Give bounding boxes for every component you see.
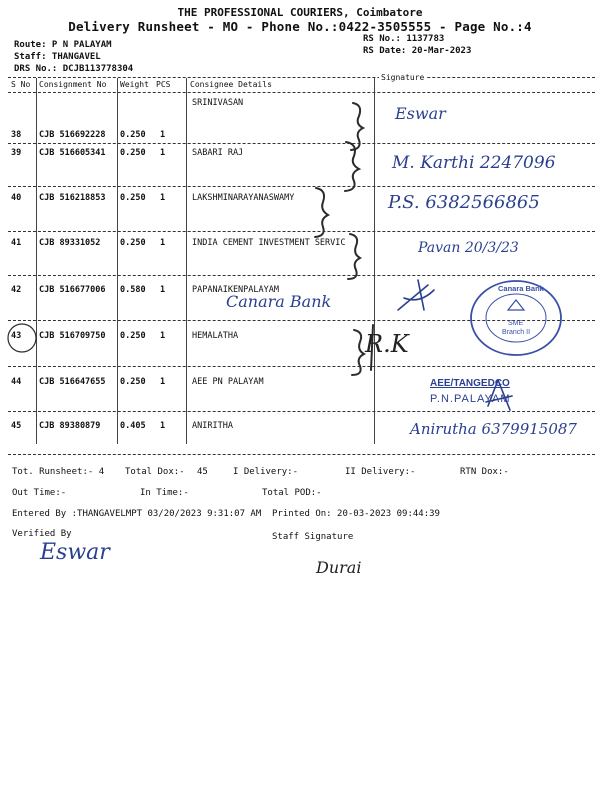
consignee: AEE PN PALAYAM [192, 377, 264, 387]
weight: 0.250 [120, 377, 146, 387]
in-time-label: In Time:- [140, 488, 189, 498]
weight: 0.250 [120, 148, 146, 158]
total-dox-label: Total Dox:- [125, 467, 185, 477]
staff-label: Staff: THANGAVEL [14, 52, 101, 62]
stamp-text: SME [508, 320, 524, 327]
consignee: ANIRITHA [192, 421, 233, 431]
sno: 45 [11, 421, 22, 431]
total-pod-label: Total POD:- [262, 488, 322, 498]
total-runsheet: Tot. Runsheet:- 4 [12, 467, 105, 477]
consignment-no: CJB 516677006 [39, 285, 106, 295]
pcs: 1 [160, 193, 166, 203]
col-header-consignee: Consignee Details [190, 80, 272, 89]
total-dox-value: 45 [197, 467, 208, 477]
weight: 0.405 [120, 421, 146, 431]
pcs: 1 [160, 148, 166, 158]
consignment-no: CJB 516647655 [39, 377, 106, 387]
runsheet-subtitle: Delivery Runsheet - MO - Phone No.:0422-3505555 - Page No.:4 [68, 19, 532, 34]
sno: 40 [11, 193, 22, 203]
consignee: SRINIVASAN [192, 98, 244, 108]
weight: 0.250 [120, 130, 146, 140]
signature: P.S. 6382566865 [388, 192, 540, 213]
rtn-dox-label: RTN Dox:- [460, 467, 509, 477]
canara-bank-stamp [468, 278, 564, 358]
entered-by: Entered By :THANGAVELMPT 03/20/2023 9:31:07 AM [12, 509, 262, 519]
consignment-no: CJB 516605341 [39, 148, 106, 158]
stamp-text: Canara Bank [498, 284, 544, 293]
signature: Eswar [395, 104, 446, 123]
verified-by-label: Verified By [12, 529, 72, 539]
consignment-no: CJB 516692228 [39, 130, 106, 140]
sno: 44 [11, 377, 22, 387]
rs-date-label: RS Date: 20-Mar-2023 [363, 46, 472, 56]
aee-stamp-line2: P.N.PALAYAM [430, 393, 511, 405]
sno: 42 [11, 285, 22, 295]
col-header-pcs: PCS [156, 80, 171, 89]
stamp-text: Branch II [502, 329, 531, 336]
consignee: HEMALATHA [192, 331, 239, 341]
consignee: INDIA CEMENT INVESTMENT SERVIC [192, 238, 346, 248]
col-header-sno: S No [11, 80, 31, 89]
company-title: THE PROFESSIONAL COURIERS, Coimbatore [177, 6, 423, 19]
printed-on: Printed On: 20-03-2023 09:44:39 [272, 509, 440, 519]
verified-signature: Eswar [40, 540, 110, 565]
rs-no-label: RS No.: 1137783 [363, 34, 445, 44]
route-label: Route: P N PALAYAM [14, 40, 112, 50]
col-header-consignment: Consignment No [39, 80, 107, 89]
consignee: LAKSHMINARAYANASWAMY [192, 193, 295, 203]
consignment-no: CJB 516218853 [39, 193, 106, 203]
out-time-label: Out Time:- [12, 488, 67, 498]
sno: 39 [11, 148, 22, 158]
weight: 0.250 [120, 331, 146, 341]
handwritten-note: R.K [365, 330, 409, 358]
col-header-weight: Weight [120, 80, 149, 89]
consignee: SABARI RAJ [192, 148, 244, 158]
signature: M. Karthi 2247096 [392, 153, 556, 173]
staff-signature: Durai [316, 558, 362, 577]
consignment-no: CJB 516709750 [39, 331, 106, 341]
weight: 0.580 [120, 285, 146, 295]
sno: 41 [11, 238, 22, 248]
ii-delivery-label: II Delivery:- [345, 467, 416, 477]
consignment-no: CJB 89331052 [39, 238, 101, 248]
sno: 38 [11, 130, 22, 140]
staff-signature-label: Staff Signature [272, 532, 354, 542]
pcs: 1 [160, 285, 166, 295]
consignment-no: CJB 89380879 [39, 421, 101, 431]
pcs: 1 [160, 331, 166, 341]
sno: 43 [11, 331, 22, 341]
pcs: 1 [160, 421, 166, 431]
handwritten-note: Canara Bank [226, 292, 332, 311]
signature: Pavan 20/3/23 [418, 240, 519, 256]
pcs: 1 [160, 130, 166, 140]
aee-stamp-line1: AEE/TANGEDCO [430, 378, 510, 389]
signature: Anirutha 6379915087 [410, 420, 577, 438]
weight: 0.250 [120, 193, 146, 203]
pcs: 1 [160, 377, 166, 387]
weight: 0.250 [120, 238, 146, 248]
i-delivery-label: I Delivery:- [233, 467, 299, 477]
consignee: PAPANAIKENPALAYAM [192, 285, 279, 295]
drs-label: DRS No.: DCJB113778304 [14, 64, 134, 74]
col-header-signature: Signature [381, 73, 425, 82]
pcs: 1 [160, 238, 166, 248]
